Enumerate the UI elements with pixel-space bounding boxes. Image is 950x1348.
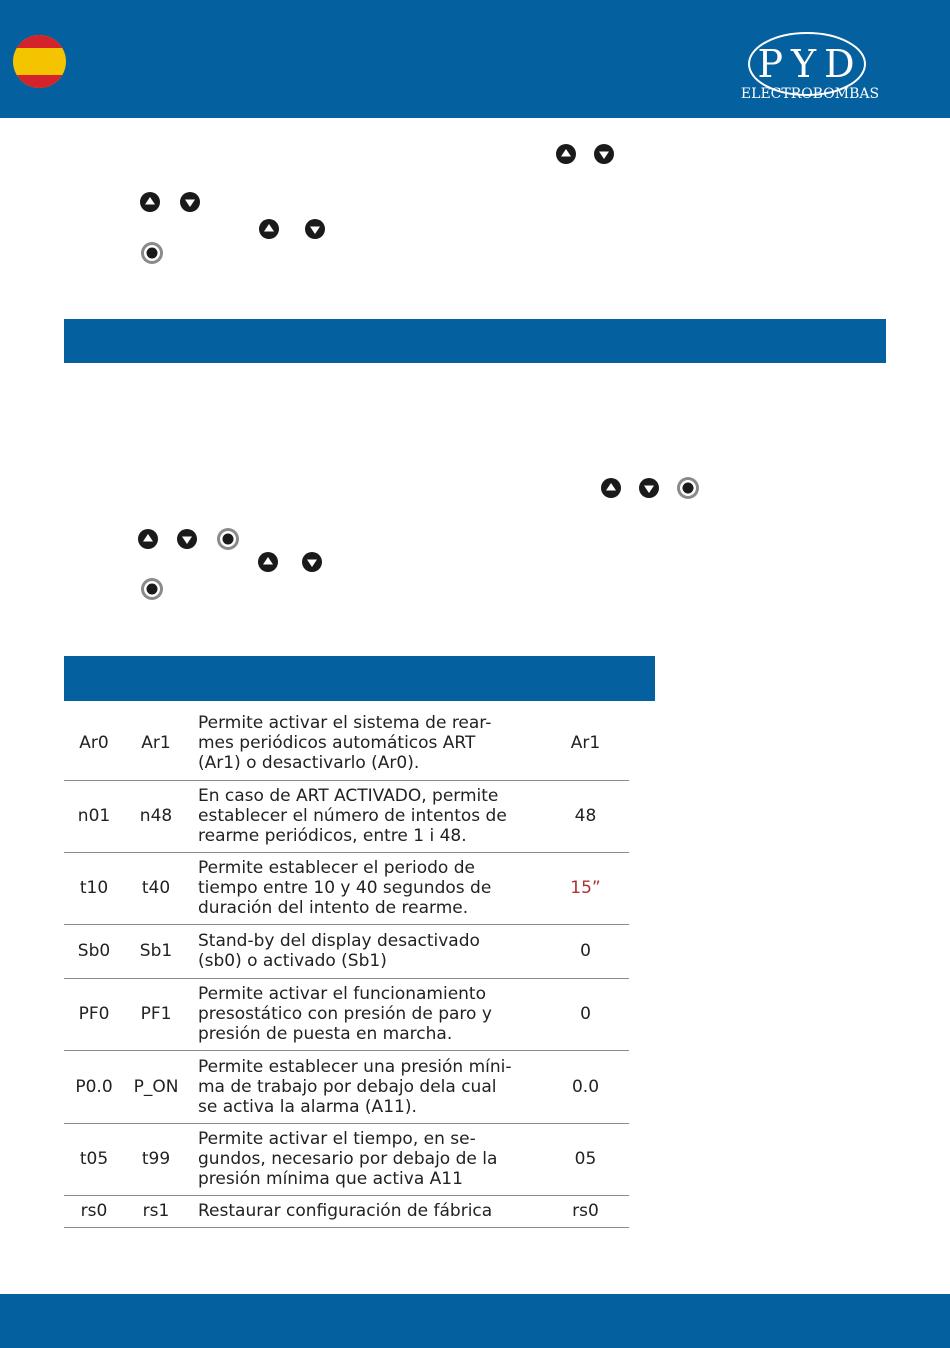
description-line: duración del intento de rearme. bbox=[198, 898, 469, 918]
description-line: Permite activar el sistema de rear- bbox=[198, 712, 492, 733]
down-arrow-button-icon bbox=[639, 478, 659, 498]
param-min-cell: Ar0 bbox=[64, 706, 124, 780]
up-arrow-button-icon bbox=[138, 529, 158, 549]
section-band-1 bbox=[64, 319, 886, 363]
table-row bbox=[64, 852, 629, 924]
param-description-cell bbox=[188, 780, 542, 852]
table-row bbox=[64, 780, 629, 852]
page-footer bbox=[0, 1294, 950, 1348]
param-description-cell bbox=[188, 978, 542, 1050]
param-min-cell: rs0 bbox=[64, 1195, 124, 1227]
up-arrow-button-icon bbox=[258, 552, 278, 572]
up-arrow-button-icon bbox=[556, 144, 576, 164]
logo-text: PYD bbox=[757, 42, 863, 86]
up-arrow-button-icon bbox=[601, 478, 621, 498]
power-button-icon bbox=[141, 242, 163, 264]
table-header-band bbox=[64, 656, 655, 701]
power-button-icon bbox=[677, 477, 699, 499]
table-row bbox=[64, 706, 629, 780]
description-line: presión mínima que activa A11 bbox=[198, 1169, 463, 1189]
param-max-cell: t99 bbox=[124, 1123, 188, 1195]
up-arrow-button-icon bbox=[259, 219, 279, 239]
description-line: Permite establecer el periodo de bbox=[198, 858, 475, 878]
param-max-cell: P_ON bbox=[124, 1050, 188, 1123]
logo-subtitle: ELECTROBOMBAS bbox=[740, 86, 880, 102]
description-line: (Ar1) o desactivarlo (Ar0). bbox=[198, 752, 420, 773]
param-description-cell bbox=[188, 1123, 542, 1195]
description-line: Stand-by del display desactivado bbox=[198, 931, 480, 951]
table-row bbox=[64, 978, 629, 1050]
param-default-cell: 15” bbox=[542, 852, 629, 924]
pyd-logo bbox=[735, 28, 885, 108]
param-min-cell: Sb0 bbox=[64, 924, 124, 978]
down-arrow-button-icon bbox=[302, 552, 322, 572]
param-description-cell bbox=[188, 1050, 542, 1123]
param-max-cell: rs1 bbox=[124, 1195, 188, 1227]
description-line: Restaurar configuración de fábrica bbox=[198, 1201, 493, 1221]
param-default-cell: 0 bbox=[542, 924, 629, 978]
power-button-icon bbox=[217, 528, 239, 550]
param-max-cell: Sb1 bbox=[124, 924, 188, 978]
param-default-cell: 05 bbox=[542, 1123, 629, 1195]
description-line: Permite activar el funcionamiento bbox=[198, 984, 486, 1004]
param-max-cell: Ar1 bbox=[124, 706, 188, 780]
spain-flag-icon bbox=[13, 35, 66, 88]
param-default-cell: 0 bbox=[542, 978, 629, 1050]
description-line: Permite activar el tiempo, en se- bbox=[198, 1129, 476, 1149]
description-line: presión de puesta en marcha. bbox=[198, 1024, 453, 1044]
param-default-cell: 0.0 bbox=[542, 1050, 629, 1123]
description-line: mes periódicos automáticos ART bbox=[198, 732, 476, 753]
param-min-cell: P0.0 bbox=[64, 1050, 124, 1123]
param-min-cell: n01 bbox=[64, 780, 124, 852]
param-min-cell: t10 bbox=[64, 852, 124, 924]
param-max-cell: PF1 bbox=[124, 978, 188, 1050]
description-line: Permite establecer una presión míni- bbox=[198, 1056, 512, 1077]
down-arrow-button-icon bbox=[177, 529, 197, 549]
down-arrow-button-icon bbox=[180, 192, 200, 212]
param-description-cell bbox=[188, 706, 542, 780]
param-description-cell bbox=[188, 1195, 542, 1227]
description-line: presostático con presión de paro y bbox=[198, 1004, 492, 1024]
description-line: (sb0) o activado (Sb1) bbox=[198, 951, 387, 971]
param-description-cell bbox=[188, 924, 542, 978]
table-row bbox=[64, 924, 629, 978]
description-line: establecer el número de intentos de bbox=[198, 806, 507, 826]
description-line: rearme periódicos, entre 1 i 48. bbox=[198, 826, 467, 846]
param-description-cell bbox=[188, 852, 542, 924]
param-min-cell: t05 bbox=[64, 1123, 124, 1195]
param-max-cell: n48 bbox=[124, 780, 188, 852]
param-min-cell: PF0 bbox=[64, 978, 124, 1050]
power-button-icon bbox=[141, 578, 163, 600]
description-line: gundos, necesario por debajo de la bbox=[198, 1149, 498, 1169]
table-row bbox=[64, 1195, 629, 1227]
param-default-cell: 48 bbox=[542, 780, 629, 852]
parameter-table bbox=[64, 706, 629, 1228]
description-line: se activa la alarma (A11). bbox=[198, 1096, 417, 1117]
description-line: tiempo entre 10 y 40 segundos de bbox=[198, 878, 492, 898]
description-line: ma de trabajo por debajo dela cual bbox=[198, 1076, 497, 1097]
param-default-cell: rs0 bbox=[542, 1195, 629, 1227]
param-max-cell: t40 bbox=[124, 852, 188, 924]
table-row bbox=[64, 1050, 629, 1123]
description-line: En caso de ART ACTIVADO, permite bbox=[198, 786, 499, 806]
down-arrow-button-icon bbox=[305, 219, 325, 239]
down-arrow-button-icon bbox=[594, 144, 614, 164]
table-row bbox=[64, 1123, 629, 1195]
param-default-cell: Ar1 bbox=[542, 706, 629, 780]
up-arrow-button-icon bbox=[140, 192, 160, 212]
page-header bbox=[0, 0, 950, 118]
